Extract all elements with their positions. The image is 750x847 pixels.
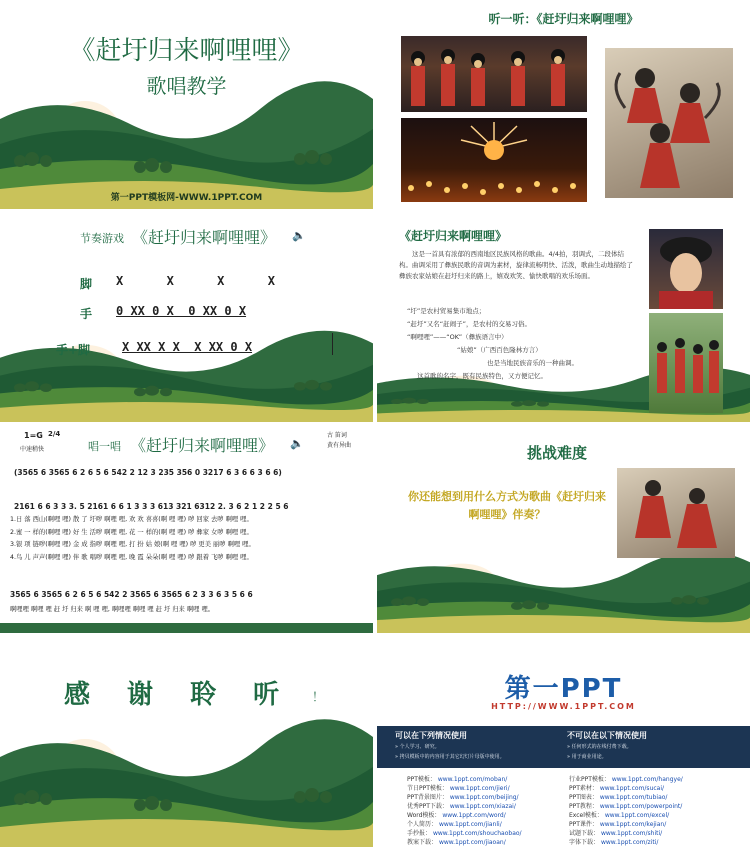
allowed-title: 可以在下列情况使用 (395, 731, 467, 740)
lyrics-ending: 啊哩哩 啊哩 哩 赶 圩 归来 啊 哩 哩, 啊哩哩 啊哩 哩 赶 圩 归来 啊哩 哩。 (10, 606, 215, 613)
slide-heading: 《赶圩归来啊哩哩》 (132, 228, 277, 247)
rhythm-pattern-hands-feet: X XX X X X XX 0 X (122, 340, 253, 354)
slide-license[interactable] (377, 638, 750, 847)
speaker-icon[interactable]: 🔈 (290, 437, 304, 450)
link-row[interactable]: PPT模板： www.1ppt.com/moban/ (407, 776, 508, 783)
bottom-strip (0, 623, 373, 633)
slide-heading: 《赶圩归来啊哩哩》 (130, 436, 275, 455)
link-row[interactable]: Word模板： www.1ppt.com/word/ (407, 812, 506, 819)
forbidden-item: » 用于商业用途。 (567, 754, 607, 760)
score-line-2: 2161 6 6 3 3 3. 5 2161 6 6 1 3 3 3 613 321 6312 2. 3 6 2 1 2 2 5 6 (14, 502, 289, 511)
photo-performers (401, 36, 587, 112)
lyric-verse: 4.鸟 儿 声声(啊哩 哩) 伴 歌 唱哕 啊哩 哩, 晚 霞 朵朵(啊 哩 哩) 哕 跟着 飞哕 啊哩 哩。 (10, 553, 253, 561)
link-row[interactable]: 字体下载： www.1ppt.com/ziti/ (569, 839, 659, 846)
intro-paragraph: 这是一首具有浓郁的西南地区民族风格的歌曲。4/4拍，羽调式，二段体结构。曲调采用了彝族民歌的音调为素材，旋律流畅明快、活泼，歌曲生动地描绘了彝族农家姑娘在赶圩归来的路上，嬉戏欢笑、愉快歌唱的欢乐场面。 (399, 250, 633, 280)
speaker-icon[interactable]: 🔈 (292, 229, 306, 242)
link-row[interactable]: 行业PPT模板： www.1ppt.com/hangye/ (569, 776, 683, 783)
lyrics-block (10, 514, 370, 564)
forbidden-title: 不可以在以下情况使用 (567, 731, 647, 740)
notes-list (407, 305, 637, 383)
link-row[interactable]: PPT背景图片： www.1ppt.com/beijing/ (407, 794, 519, 801)
links-right (569, 774, 683, 846)
row-label-hands: 手 (80, 307, 93, 321)
exclamation-mark: ！ (312, 690, 325, 704)
photo-torch-festival (401, 118, 587, 202)
brand-logo: 第一PPT (504, 674, 623, 704)
photo-yi-girl-portrait (649, 229, 723, 309)
score-line-1: (3565 6 3565 6 2 6 5 6 542 2 12 3 235 356 0 3217 6 3 6 6 3 6 6) (14, 468, 282, 477)
note-line: “赶圩”又名“赶闹子”，是农村的交易习俗。 (407, 320, 531, 328)
links-left (407, 774, 522, 846)
note-line: 这首歌的名字，既有民族特色，又方便记忆。 (417, 372, 547, 380)
heading-prefix: 节奏游戏 (80, 232, 124, 245)
time-signature: 2/4 (48, 430, 61, 438)
link-row[interactable]: 试题下载： www.1ppt.com/shiti/ (569, 830, 663, 837)
note-line: “啊哩哩”——“OK”（彝族语言中） (407, 333, 508, 341)
lyricist-credit: 古 笛词 (327, 432, 347, 439)
link-row[interactable]: 手抄报： www.1ppt.com/shouchaobao/ (407, 830, 522, 837)
link-row[interactable]: 教案下载： www.1ppt.com/jiaoan/ (407, 839, 506, 846)
brand-url[interactable]: HTTP://WWW.1PPT.COM (491, 702, 636, 711)
license-banner (377, 726, 750, 768)
allowed-item: » 个人学习、研究。 (395, 744, 440, 750)
rhythm-pattern-hands: 0 XX 0 X 0 XX 0 X (116, 304, 247, 318)
landscape-illustration (0, 707, 373, 847)
row-label-feet: 脚 (80, 277, 93, 291)
tempo-marking: 中速稍快 (20, 446, 45, 453)
photo-yi-dancers (649, 313, 723, 413)
note-line: “圩”是农村贸易集市地点； (407, 307, 486, 315)
photo-dance-painting (617, 468, 735, 558)
landscape-illustration (0, 322, 373, 422)
link-row[interactable]: 节日PPT模板： www.1ppt.com/jieri/ (407, 785, 510, 792)
page-subtitle: 歌唱教学 (146, 74, 227, 98)
allowed-item: » 拷贝模板中的内容用于其它幻灯片母版中使用。 (395, 754, 505, 760)
composer-credit: 黄有异曲 (327, 442, 352, 449)
page-title: 《赶圩归来啊哩哩》 (69, 36, 304, 66)
link-row[interactable]: 优秀PPT下载： www.1ppt.com/xiazai/ (407, 803, 516, 810)
barline (332, 333, 333, 355)
footer-watermark: 第一PPT模板网-WWW.1PPT.COM (110, 193, 263, 203)
photo-dance-painting (605, 48, 733, 198)
slide-thanks[interactable] (0, 638, 373, 847)
note-line: “姑娘”（广西百色隆林方言） (457, 346, 542, 354)
slide-listen[interactable] (377, 0, 750, 209)
challenge-question: 你还能想到用什么方式为歌曲《赶圩归来啊哩哩》伴奏？ (408, 490, 606, 521)
link-row[interactable]: Excel模板： www.1ppt.com/excel/ (569, 812, 670, 819)
slide-sing[interactable] (0, 424, 373, 633)
thanks-text: 感 谢 聆 听 (64, 680, 294, 710)
link-row[interactable]: PPT图表： www.1ppt.com/tubiao/ (569, 794, 668, 801)
lyric-verse: 2.蜜 一 样的(啊哩 哩) 好 生 活哕 啊哩 哩, 花 一 样的(啊 哩 哩) 哕 彝家 女哕 啊哩 哩。 (10, 528, 253, 536)
score-line-3: 3565 6 3565 6 2 6 5 6 542 2 3565 6 3565 6 2 3 3 6 3 5 6 6 (10, 590, 253, 599)
rhythm-pattern-feet: X X X X (116, 274, 275, 288)
slide-title[interactable] (0, 0, 373, 209)
slide-rhythm-game[interactable] (0, 213, 373, 422)
lyric-verse: 1.日 落 西山(啊哩 哩) 散 了 圩哕 啊哩 哩, 欢 欢 喜喜(啊 哩 哩) 哕 回家 去哕 啊哩 哩。 (10, 516, 253, 523)
note-line: 也是当地民族音乐的一种曲调。 (487, 359, 578, 367)
slide-challenge[interactable] (377, 424, 750, 633)
forbidden-item: » 任何形式的在线付费下载。 (567, 744, 632, 750)
lyric-verse: 3.银 项 链哕(啊哩 哩) 金 成 指哕 啊哩 哩, 打 扮 姑 娘(啊 哩 哩) 哕 更美 丽哕 啊哩 哩。 (10, 541, 255, 548)
slide-heading: 听一听：《赶圩归来啊哩哩》 (488, 12, 639, 26)
slide-song-intro[interactable] (377, 213, 750, 422)
heading-prefix: 唱一唱 (88, 440, 121, 453)
slide-heading: 《赶圩归来啊哩哩》 (399, 229, 508, 243)
link-row[interactable]: PPT教程： www.1ppt.com/powerpoint/ (569, 803, 683, 810)
slide-heading: 挑战难度 (527, 444, 588, 462)
link-row[interactable]: PPT课件： www.1ppt.com/kejian/ (569, 821, 667, 828)
row-label-hands-feet: 手+脚 (56, 343, 91, 357)
link-row[interactable]: PPT素材： www.1ppt.com/sucai/ (569, 785, 665, 792)
key-signature: 1=G (24, 431, 43, 440)
link-row[interactable]: 个人简历： www.1ppt.com/jianli/ (407, 821, 502, 828)
